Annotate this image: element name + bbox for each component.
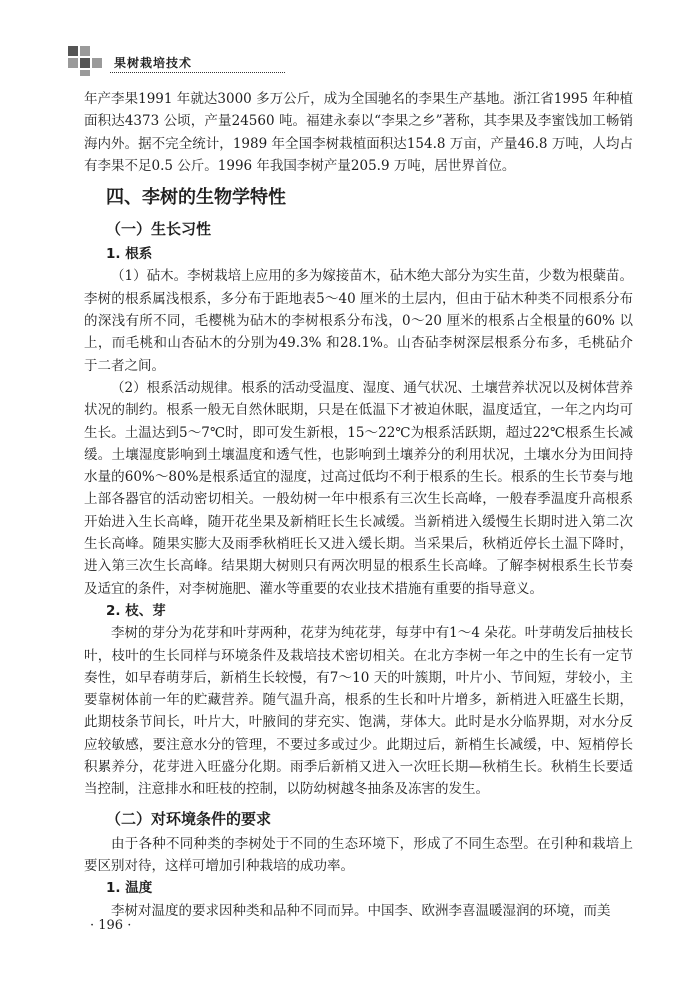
page-number: · 196 · (90, 918, 132, 933)
header-deco-square (80, 58, 90, 68)
header-deco-square (80, 70, 90, 76)
header-title: 果树栽培技术 (114, 56, 193, 70)
subsection-heading: （一）生长习性 (106, 220, 212, 239)
header-rule (110, 72, 285, 73)
item-heading: 2. 枝、芽 (106, 602, 166, 619)
item-heading: 1. 根系 (106, 246, 153, 263)
header-deco-square (80, 46, 90, 56)
body-paragraph: 年产李果1991 年就达3000 多万公斤，成为全国驰名的李果生产基地。浙江省1995 年种植面积达4373 公顷，产量24560 吨。福建永泰以“李果之乡”著称，其李果及李蜜饯加工畅销海内外。据不完全统计，1989 年全国李树栽植面积达154.8 万亩，产量46.8 万吨，人均占有李果不足0.5 公斤。1996 年我国李树产量205.9 万吨，居世界首位。 (84, 91, 633, 174)
body-paragraph: 由于各种不同种类的李树处于不同的生态环境下，形成了不同生态型。在引种和栽培上要区别对待，这样可增加引种栽培的成功率。 (84, 835, 633, 874)
page-body (84, 88, 633, 922)
running-header (68, 46, 628, 76)
subsection-heading: （二）对环境条件的要求 (106, 809, 272, 828)
header-deco-square (68, 58, 78, 68)
header-deco-square (92, 58, 102, 68)
item-heading: 1. 温度 (106, 880, 153, 897)
body-paragraph: 李树的芽分为花芽和叶芽两种，花芽为纯花芽，每芽中有1～4 朵花。叶芽萌发后抽枝长叶，枝叶的生长同样与环境条件及栽培技术密切相关。在北方李树一年之中的生长有一定节奏性，如早春萌芽后，新梢生长较慢，有7～10 天的叶簇期，叶片小、节间短，芽较小，主要靠树体前一年的贮藏营养。随气温升高，根系的生长和叶片增多，新梢进入旺盛生长期，此期枝条节间长，叶片大，叶腋间的芽充实、饱满，芽体大。此时是水分临界期，对水分反应较敏感，要注意水分的管理，不要过多或过少。此期过后，新梢生长减缓，中、短梢停长积累养分，花芽进入旺盛分化期。雨季后新梢又进入一次旺长期—秋梢生长。秋梢生长要适当控制，注意排水和旺枝的控制，以防幼树越冬抽条及冻害的发生。 (84, 625, 633, 798)
section-heading: 四、李树的生物学特性 (106, 187, 286, 209)
body-paragraph: （2）根系活动规律。根系的活动受温度、湿度、通气状况、土壤营养状况以及树体营养状况的制约。根系一般无自然休眠期，只是在低温下才被迫休眠，温度适宜，一年之内均可生长。土温达到5～7℃时，即可发生新根，15～22℃为根系活跃期，超过22℃根系生长减缓。土壤湿度影响到土壤温度和透气性，也影响到土壤养分的利用状况，土壤水分为田间持水量的60%～80%是根系适宜的湿度，过高过低均不利于根系的生长。根系的生长节奏与地上部各器官的活动密切相关。一般幼树一年中根系有三次生长高峰，一般春季温度升高根系开始进入生长高峰，随开花坐果及新梢旺长生长减缓。当新梢进入缓慢生长期时进入第二次生长高峰。随果实膨大及雨季秋梢旺长又进入缓长期。当采果后，秋梢近停长土温下降时，进入第三次生长高峰。结果期大树则只有两次明显的根系生长高峰。了解李树根系生长节奏及适宜的条件，对李树施肥、灌水等重要的农业技术措施有重要的指导意义。 (84, 379, 633, 597)
body-paragraph: 李树对温度的要求因种类和品种不同而异。中国李、欧洲李喜温暖湿润的环境，而美 (111, 902, 611, 919)
header-deco-square (68, 46, 78, 56)
body-paragraph: （1）砧木。李树栽培上应用的多为嫁接苗木，砧木绝大部分为实生苗，少数为根蘖苗。李树的根系属浅根系，多分布于距地表5～40 厘米的土层内，但由于砧木种类不同根系分布的深浅有所不同，毛樱桃为砧木的李树根系分布浅，0～20 厘米的根系占全根量的60% 以上，而毛桃和山杏砧木的分别为49.3% 和28.1%。山杏砧李树深层根系分布多，毛桃砧介于二者之间。 (84, 268, 633, 374)
